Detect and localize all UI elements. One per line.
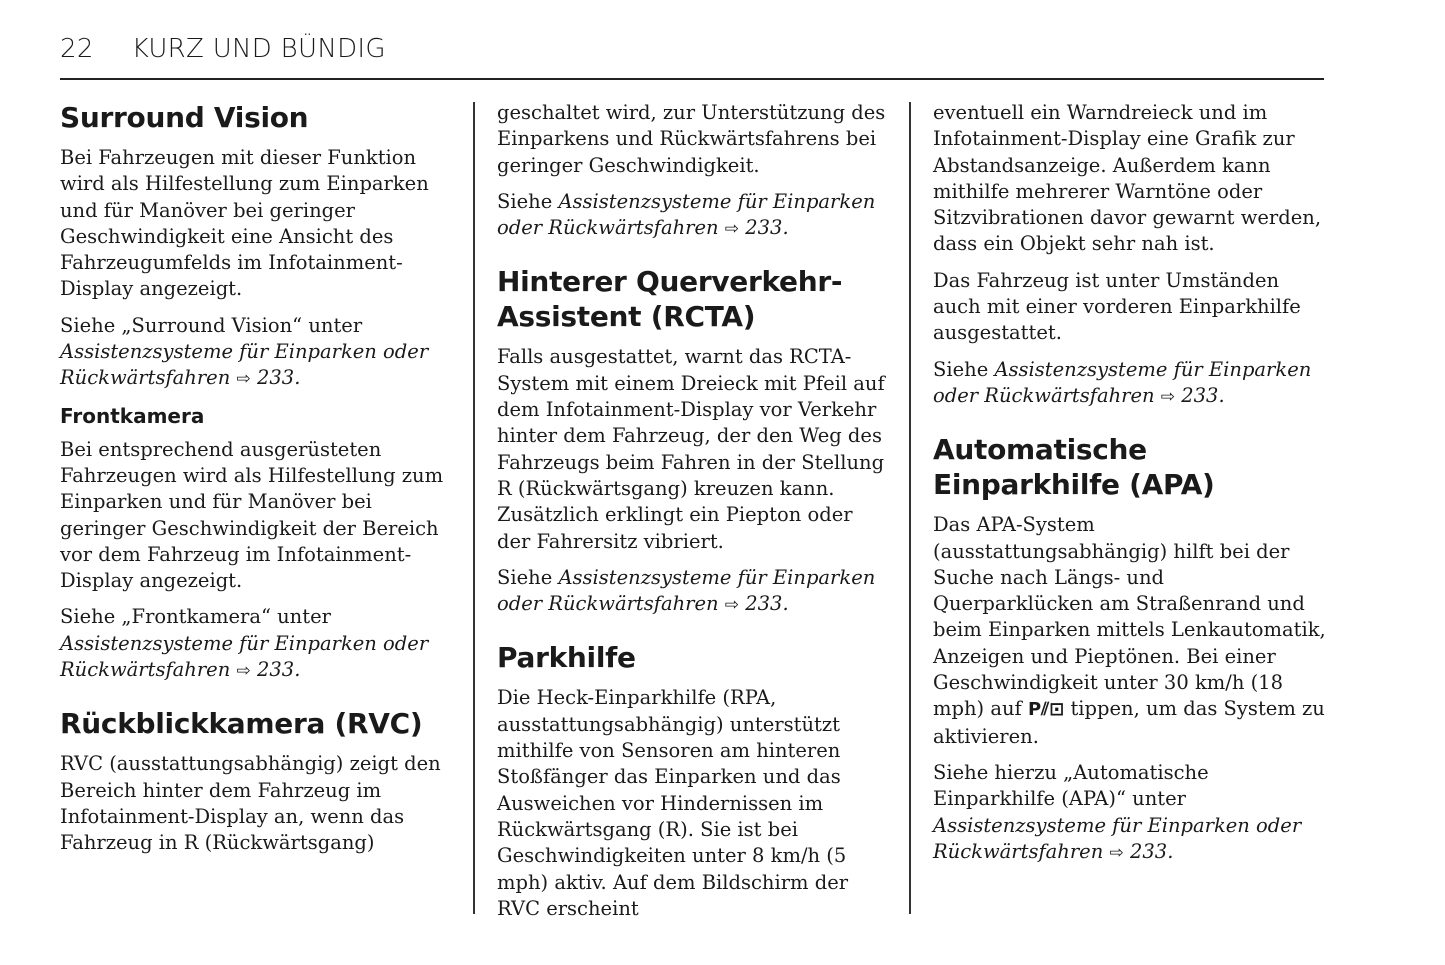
paragraph: [497, 189, 892, 243]
paragraph: [497, 685, 892, 922]
cross-reference-title: Assistenzsysteme für Einparken oder Rückwärtsfahren: [933, 357, 1312, 407]
text: Bei entsprechend ausgerüsteten Fahrzeugen wird als Hilfestellung zum Einparken und für Manöver bei geringer Geschwindigkeit der Bereich vor dem Fahrzeug im Infotainment-Display angezeigt.: [60, 437, 444, 593]
running-header: [60, 34, 386, 64]
paragraph: [933, 760, 1328, 866]
text: Das APA-System (ausstattungsabhängig) hilft bei der Suche nach Längs- und Querparklücken am Straßenrand und beim Einparken mittels Lenkautomatik, Anzeigen und Pieptönen. Bei einer Geschwindigkeit unter 30 km/h (18 mph) auf: [933, 513, 1326, 721]
page-number: 22: [60, 34, 94, 64]
page-reference-number: 233: [745, 592, 783, 616]
section-heading: Parkhilfe: [497, 641, 636, 675]
paragraph: [933, 357, 1328, 411]
column-1: [60, 100, 455, 867]
paragraph: [497, 344, 892, 554]
text: eventuell ein Warndreieck und im Infotainment-Display eine Grafik zur Abstandsanzeige. Außerdem kann mithilfe mehrerer Warntöne oder Sitzvibrationen davor gewarnt werden, dass ein Objekt sehr nah ist.: [933, 101, 1322, 256]
page-reference-number: 233: [1181, 383, 1219, 407]
reference-arrow-icon: ⇨: [236, 661, 251, 682]
page-reference-number: 233: [1129, 839, 1168, 863]
column-2: [497, 100, 892, 932]
paragraph: [933, 512, 1328, 750]
page-reference-number: 233: [745, 216, 783, 240]
section-heading: Hinterer Querverkehr-Assistent (RCTA): [497, 265, 843, 334]
text: RVC (ausstattungsabhängig) zeigt den Bereich hinter dem Fahrzeug im Infotainment-Display an, wenn das Fahrzeug in R (Rückwärtsgang): [60, 752, 441, 855]
reference-arrow-icon: ⇨: [236, 369, 251, 390]
reference-arrow-icon: ⇨: [724, 219, 740, 240]
text: Falls ausgestattet, warnt das RCTA-System mit einem Dreieck mit Pfeil auf dem Infotainment-Display vor Verkehr hinter dem Fahrzeug, der den Weg des Fahrzeugs beim Fahren in der Stellung R (Rückwärtsgang) kreuzen kann. Zusätzlich erklingt ein Piepton oder der Fahrersitz vibriert.: [497, 345, 885, 553]
paragraph: [933, 268, 1328, 347]
section-heading: Surround Vision: [60, 101, 309, 134]
page-reference-number: 233: [256, 658, 295, 682]
cross-reference-title: Assistenzsysteme für Einparken oder Rückwärtsfahren: [497, 189, 876, 240]
page-reference[interactable]: ⇨ 233.: [236, 658, 301, 682]
automatic-parking-assist-icon: P⫽⊡: [1027, 699, 1065, 721]
column-3: [933, 100, 1328, 876]
reference-arrow-icon: ⇨: [724, 595, 740, 616]
section-heading: Rückblickkamera (RVC): [60, 707, 423, 741]
text: Siehe: [497, 565, 559, 589]
text: Siehe: [933, 357, 995, 381]
text: tippen, um das System zu aktivieren.: [933, 697, 1325, 748]
paragraph: [497, 100, 892, 179]
paragraph: [933, 100, 1328, 258]
column-divider: [473, 102, 475, 914]
paragraph: [60, 604, 455, 684]
paragraph: [60, 145, 455, 303]
cross-reference-title: Assistenzsysteme für Einparken oder Rückwärtsfahren: [60, 340, 429, 390]
paragraph: [60, 437, 455, 595]
page-reference[interactable]: ⇨ 233.: [724, 592, 789, 616]
paragraph: [60, 751, 455, 856]
text: Siehe „Frontkamera“ unter: [60, 605, 331, 629]
text: Das Fahrzeug ist unter Umständen auch mit einer vorderen Einparkhilfe ausgestattet.: [933, 268, 1301, 345]
header-rule: [60, 78, 1324, 80]
text: Siehe: [497, 189, 559, 213]
text: Siehe hierzu „Automatische Einparkhilfe (APA)“ unter: [933, 760, 1209, 811]
text: geschaltet wird, zur Unterstützung des Einparkens und Rückwärtsfahrens bei geringer Geschwindigkeit.: [497, 101, 886, 177]
page-reference[interactable]: ⇨ 233.: [236, 366, 301, 390]
cross-reference-title: Assistenzsysteme für Einparken oder Rückwärtsfahren: [933, 813, 1302, 863]
paragraph: [497, 565, 892, 619]
page-reference[interactable]: ⇨ 233.: [1160, 383, 1225, 407]
reference-arrow-icon: ⇨: [1109, 842, 1124, 863]
section-title: KURZ UND BÜNDIG: [131, 34, 386, 64]
subsection-heading: Frontkamera: [60, 403, 205, 428]
page-reference[interactable]: ⇨ 233.: [1109, 839, 1174, 863]
text: Die Heck-Einparkhilfe (RPA, ausstattungsabhängig) unterstützt mithilfe von Sensoren am hinteren Stoßfänger das Einparken und das Ausweichen vor Hindernissen im Rückwärtsgang (R). Sie ist bei Geschwindigkeiten unter 8 km/h (5 mph) aktiv. Auf dem Bildschirm der RVC erscheint: [497, 686, 849, 920]
text: Bei Fahrzeugen mit dieser Funktion wird als Hilfestellung zum Einparken und für Manöver bei geringer Geschwindigkeit eine Ansicht des Fahrzeugumfelds im Infotainment-Display angezeigt.: [60, 146, 429, 301]
paragraph: [60, 313, 455, 393]
cross-reference-title: Assistenzsysteme für Einparken oder Rückwärtsfahren: [60, 631, 429, 682]
page-reference[interactable]: ⇨ 233.: [724, 216, 789, 240]
reference-arrow-icon: ⇨: [1160, 386, 1176, 407]
column-divider: [909, 102, 911, 914]
section-heading: Automatische Einparkhilfe (APA): [933, 433, 1215, 502]
page-reference-number: 233: [256, 366, 295, 390]
cross-reference-title: Assistenzsysteme für Einparken oder Rückwärtsfahren: [497, 565, 876, 616]
text: Siehe „Surround Vision“ unter: [60, 313, 363, 337]
